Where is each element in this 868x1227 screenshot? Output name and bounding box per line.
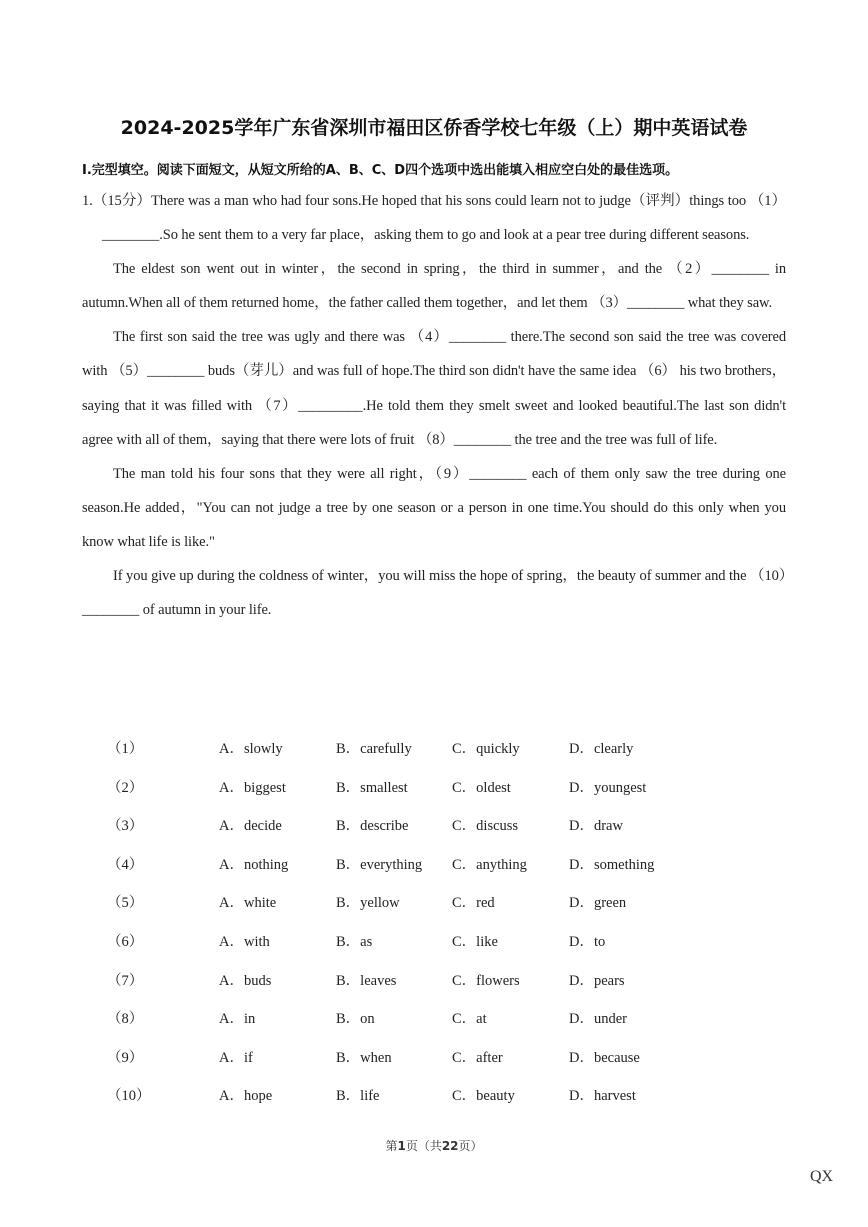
option-d: D．pears bbox=[569, 972, 625, 989]
question-number: （3） bbox=[107, 818, 144, 835]
option-a: A．biggest bbox=[219, 779, 286, 796]
option-c: C．red bbox=[452, 895, 495, 912]
page-number: 1 bbox=[397, 1139, 406, 1153]
option-c: C．after bbox=[452, 1049, 503, 1066]
option-d: D．clearly bbox=[569, 741, 634, 757]
option-row bbox=[107, 770, 787, 809]
option-b: B．carefully bbox=[336, 741, 412, 757]
passage-paragraph: If you give up during the coldness of winter，you will miss the hope of spring，the beauty of summer and the （10）________ of autumn in your life. bbox=[82, 568, 786, 619]
passage-paragraph: 1.（15分）There was a man who had four sons.He hoped that his sons could learn not to judge（评判）things too （1）________.So he sent them to a very far place，asking them to go and look at a pear tree during different seasons. bbox=[82, 193, 786, 244]
option-b: B．as bbox=[336, 933, 373, 950]
option-a: A．decide bbox=[219, 818, 282, 835]
section-heading: I.完型填空。阅读下面短文，从短文所给的A、B、C、D四个选项中选出能填入相应空白处的最佳选项。 bbox=[82, 163, 679, 178]
passage-paragraph: The man told his four sons that they were all right，（9）________ each of them only saw the tree during one season.He added，"You can not judge a tree by one season or a person in one time.You should do this only when you know what life is like." bbox=[82, 465, 786, 550]
option-a: A．slowly bbox=[219, 741, 283, 757]
option-b: B．life bbox=[336, 1088, 380, 1105]
question-number: （4） bbox=[107, 856, 144, 873]
option-c: C．at bbox=[452, 1011, 487, 1028]
passage bbox=[82, 184, 786, 627]
question-number: （7） bbox=[107, 972, 144, 989]
option-c: C．discuss bbox=[452, 818, 519, 835]
option-d: D．under bbox=[569, 1011, 627, 1028]
option-a: A．with bbox=[219, 933, 270, 950]
option-row bbox=[107, 1001, 787, 1040]
page-footer bbox=[284, 1137, 584, 1154]
corner-mark: QX bbox=[810, 1168, 834, 1185]
option-a: A．white bbox=[219, 895, 277, 912]
option-b: B．when bbox=[336, 1049, 392, 1066]
option-b: B．smallest bbox=[336, 779, 408, 796]
option-row bbox=[107, 808, 787, 847]
option-c: C．oldest bbox=[452, 779, 511, 796]
question-number: （6） bbox=[107, 933, 144, 950]
document-title: 2024-2025学年广东省深圳市福田区侨香学校七年级（上）期中英语试卷 bbox=[120, 117, 748, 139]
option-row bbox=[107, 1040, 787, 1079]
passage-paragraph: The first son said the tree was ugly and there was （4）________ there.The second son said the tree was covered with （5）________ buds（芽儿）and was full of hope.The third son didn't have the same idea （6） his two brothers，saying that it was filled with （7）_________.He told them they smelt sweet and looked beautiful.The last son didn't agree with all of them，saying that there were lots of fruit （8）________ the tree and the tree was full of life. bbox=[82, 329, 786, 448]
option-b: B．describe bbox=[336, 818, 409, 835]
option-b: B．yellow bbox=[336, 895, 400, 912]
option-a: A．hope bbox=[219, 1088, 273, 1105]
option-a: A．in bbox=[219, 1011, 256, 1028]
option-d: D．draw bbox=[569, 818, 623, 835]
option-c: C．anything bbox=[452, 856, 527, 873]
question-number: （9） bbox=[107, 1049, 144, 1066]
footer-mid: 页（共 bbox=[405, 1139, 442, 1153]
option-a: A．nothing bbox=[219, 856, 289, 873]
option-b: B．on bbox=[336, 1011, 375, 1028]
option-row bbox=[107, 731, 787, 770]
option-d: D．green bbox=[569, 895, 627, 912]
option-d: D．because bbox=[569, 1049, 640, 1066]
option-c: C．quickly bbox=[452, 741, 520, 757]
option-d: D．something bbox=[569, 856, 655, 873]
option-row bbox=[107, 885, 787, 924]
option-b: B．leaves bbox=[336, 972, 397, 989]
option-a: A．if bbox=[219, 1049, 253, 1066]
option-a: A．buds bbox=[219, 972, 272, 989]
option-d: D．harvest bbox=[569, 1088, 636, 1105]
question-number: （10） bbox=[107, 1088, 151, 1105]
page-total: 22 bbox=[441, 1139, 459, 1153]
question-number: （2） bbox=[107, 779, 144, 796]
option-c: C．beauty bbox=[452, 1088, 515, 1105]
options-list bbox=[107, 731, 787, 1117]
question-number: （5） bbox=[107, 895, 144, 912]
option-row bbox=[107, 924, 787, 963]
option-d: D．youngest bbox=[569, 779, 647, 796]
option-c: C．flowers bbox=[452, 972, 520, 989]
question-number: （1） bbox=[107, 741, 144, 757]
footer-prefix: 第 bbox=[385, 1139, 398, 1153]
option-row bbox=[107, 1078, 787, 1117]
option-c: C．like bbox=[452, 933, 498, 950]
passage-paragraph: The eldest son went out in winter，the second in spring，the third in summer，and the （2）________ in autumn.When all of them returned home，the father called them together，and let them （3）________ what they saw. bbox=[82, 261, 786, 312]
question-number: （8） bbox=[107, 1011, 144, 1028]
option-row bbox=[107, 963, 787, 1002]
option-row bbox=[107, 847, 787, 886]
option-b: B．everything bbox=[336, 856, 423, 873]
footer-suffix: 页） bbox=[458, 1139, 483, 1153]
option-d: D．to bbox=[569, 933, 606, 950]
